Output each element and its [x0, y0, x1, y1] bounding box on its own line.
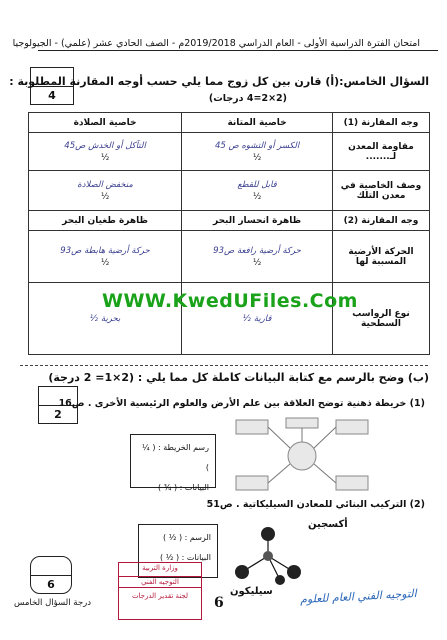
- exam-header: امتحان الفترة الدراسية الأولى - العام الدراسي 2019/2018م - الصف الحادي عشر (علمي) - الجيولوجيا: [12, 38, 420, 49]
- answer-text: حركة أرضية رافعة ص93: [213, 245, 301, 256]
- header-divider: [38, 50, 438, 51]
- item-2-text: (2) التركيب البنائي للمعادن السيليكاتية . ص51: [206, 499, 425, 510]
- total-score-box: [30, 556, 72, 594]
- half-mark: ½: [100, 191, 110, 202]
- answer-text: حركة أرضية هابطة ص93: [60, 245, 150, 256]
- answer-text: قارية: [253, 313, 272, 324]
- answer-text: الكسر أو التشوه ص 45: [214, 140, 300, 151]
- row-label: الحركة الأرضية المسببة لها: [333, 231, 430, 283]
- table-header-cell: وجه المقارنة (1): [333, 113, 430, 133]
- data-grade-label: البيانات :: [179, 483, 209, 492]
- table-row: [29, 171, 430, 211]
- stamp-line: التوجيه الفني: [119, 576, 201, 588]
- part-b-title: (ب) وضح بالرسم مع كتابة البيانات كاملة كل مما يلي : (2×1= 2 درجة): [48, 371, 429, 384]
- item-1-text: (1) خريطة ذهنية توضح العلاقة بين علم الأرض والعلوم الرئيسية الأخرى . ص16: [58, 398, 425, 409]
- table-header-row-1: [29, 113, 430, 133]
- half-mark: ½: [252, 152, 262, 163]
- silicon-atom: [263, 551, 273, 561]
- page-number: 6: [214, 595, 224, 611]
- mind-map-diagram: [232, 416, 372, 496]
- half-mark: ½: [100, 257, 110, 268]
- answer-text: بحرية: [100, 313, 121, 324]
- table-cell: [29, 231, 182, 283]
- table-header-cell: خاصية المتانة: [182, 113, 333, 133]
- signature: التوجيه الفني العام للعلوم: [299, 586, 417, 607]
- table-cell: [182, 133, 333, 171]
- watermark: WWW.KwedUFiles.Com: [102, 290, 358, 312]
- drawing-grade-value: ( ½ ): [163, 533, 183, 542]
- total-score-value: 6: [47, 578, 55, 591]
- half-mark: ½: [242, 313, 251, 324]
- drawing-grade-label: الرسم :: [184, 533, 211, 542]
- data-grade-label: البيانات :: [181, 553, 211, 562]
- oxygen-atom: [261, 527, 275, 541]
- half-mark: ½: [100, 152, 110, 163]
- question-title: السؤال الخامس:(أ) قارن بين كل زوج مما يلي حسب أوجه المقارنة المطلوبة :: [9, 75, 429, 88]
- stamp-line: لجنة تقدير الدرجات: [131, 592, 189, 600]
- table-header-row-2: [29, 211, 430, 231]
- table-row: [29, 231, 430, 283]
- total-score-label: درجة السؤال الخامس: [14, 598, 91, 608]
- row-label: وصف الخاصية في معدن التلك: [333, 171, 430, 211]
- data-grade-value: ( ½ ): [160, 553, 180, 562]
- row-label: مقاومة المعدن لـ.......: [333, 133, 430, 171]
- table-header-cell: ظاهرة انحسار البحر: [182, 211, 333, 231]
- table-row: [29, 133, 430, 171]
- stamp-line: وزارة التربية: [142, 564, 178, 572]
- data-grade-value: ( ¾ ): [158, 483, 178, 492]
- table-cell: [182, 231, 333, 283]
- branch-node: [336, 476, 368, 490]
- table-header-cell: خاصية الصلادة: [29, 113, 182, 133]
- drawing-grade-label: رسم الخريطة :: [158, 443, 209, 452]
- branch-node: [336, 420, 368, 434]
- committee-stamp: [118, 562, 202, 620]
- part-b-score-value: 2: [54, 408, 62, 421]
- half-mark: ½: [89, 313, 99, 324]
- answer-text: منخفض الصلادة: [77, 179, 133, 190]
- branch-node: [236, 476, 268, 490]
- question-score-value: 4: [48, 89, 56, 102]
- answer-text: قابل للقطع: [237, 179, 277, 190]
- branch-node: [236, 420, 268, 434]
- silicon-label: سيليكون: [230, 586, 273, 597]
- silicate-tetrahedron-diagram: [228, 526, 308, 586]
- oxygen-atom: [275, 575, 285, 585]
- center-node: [288, 442, 316, 470]
- drawing-grade-value: ( ¼ ): [142, 443, 209, 472]
- row-label: نوع الرواسب السطحية: [333, 283, 430, 355]
- branch-node: [286, 418, 318, 428]
- table-cell: [29, 171, 182, 211]
- comparison-table: [28, 112, 430, 355]
- table-cell: [29, 133, 182, 171]
- question-marks: (2×2=4 درجات): [208, 93, 287, 104]
- item-1-grade-box: [130, 434, 216, 492]
- oxygen-atom: [287, 565, 301, 579]
- table-header-cell: ظاهرة طغيان البحر: [29, 211, 182, 231]
- oxygen-label: أكسجين: [308, 519, 348, 530]
- answer-text: التآكل أو الخدش ص45: [64, 140, 146, 151]
- section-divider: [20, 365, 428, 366]
- table-cell: [182, 171, 333, 211]
- table-header-cell: وجه المقارنة (2): [333, 211, 430, 231]
- half-mark: ½: [252, 257, 262, 268]
- oxygen-atom: [235, 565, 249, 579]
- half-mark: ½: [252, 191, 262, 202]
